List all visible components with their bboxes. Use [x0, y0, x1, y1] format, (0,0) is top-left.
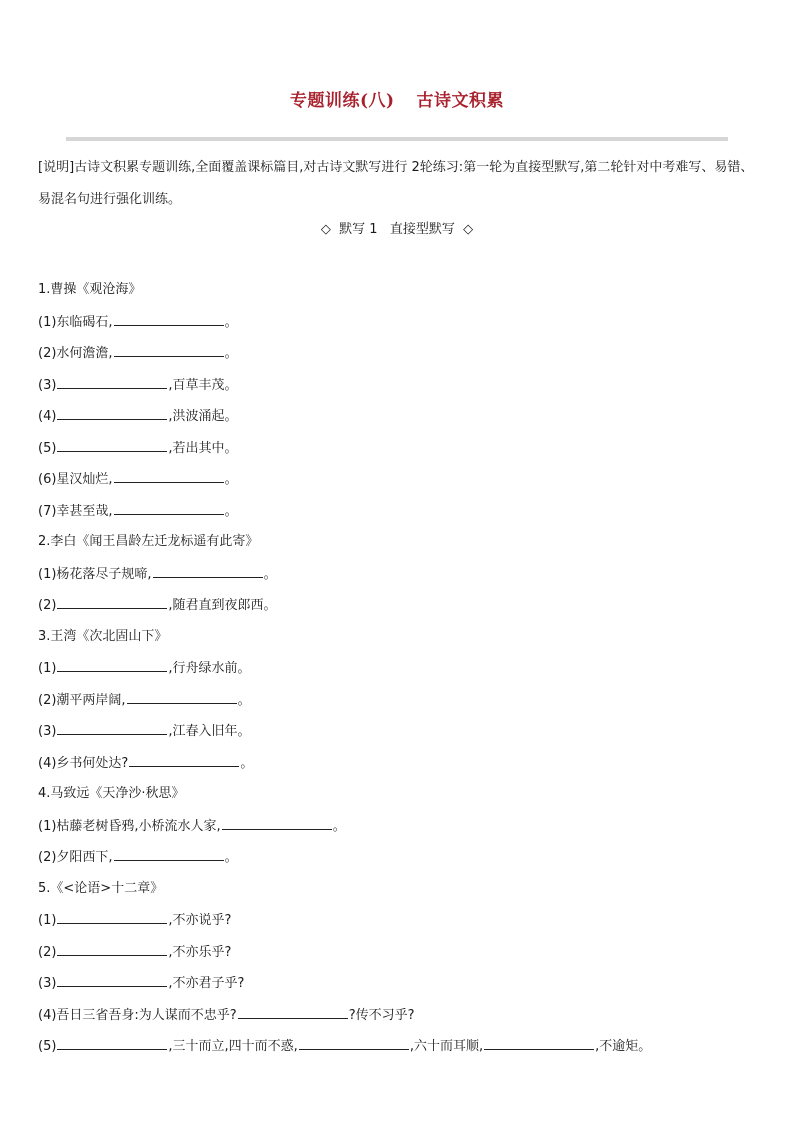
item-suffix: 。	[332, 818, 346, 834]
item-prefix: (2)潮平两岸阔,	[38, 692, 126, 708]
answer-blank[interactable]	[129, 752, 239, 767]
title-part2: 古诗文积累	[416, 91, 505, 111]
question-heading: 2.李白《闻王昌龄左迁龙标遥有此寄》	[38, 534, 259, 549]
question-item	[38, 563, 758, 595]
question-item	[38, 437, 758, 469]
question-item	[38, 909, 758, 941]
item-suffix: 。	[224, 346, 238, 361]
item-suffix: ,江春入旧年。	[168, 724, 251, 739]
answer-blank[interactable]	[222, 815, 332, 830]
answer-blank[interactable]	[57, 405, 167, 420]
item-suffix: 。	[237, 692, 251, 708]
item-suffix: 。	[240, 755, 254, 771]
item-suffix: 。	[224, 314, 238, 330]
item-suffix: 。	[224, 850, 238, 865]
question-item	[38, 405, 758, 437]
question-item	[38, 815, 758, 847]
item-prefix: (1)杨花落尽子规啼,	[38, 566, 152, 582]
item-prefix: (3)	[38, 976, 57, 991]
answer-blank[interactable]	[238, 1004, 348, 1019]
intro-note: [说明]古诗文积累专题训练,全面覆盖课标篇目,对古诗文默写进行 2轮练习:第一轮为直接型默写,第二轮针对中考难写、易错、易混名句进行强化训练。	[38, 160, 754, 207]
question-item	[38, 1035, 758, 1067]
question-item	[38, 1004, 758, 1036]
item-suffix: ?传不习乎?	[348, 1007, 415, 1023]
answer-blank[interactable]	[57, 720, 167, 735]
answer-blank[interactable]	[57, 437, 167, 452]
item-prefix: (1)	[38, 913, 57, 928]
item-segment: ,六十而耳顺,	[409, 1039, 484, 1054]
question-item	[38, 689, 758, 721]
answer-blank[interactable]	[57, 1035, 167, 1050]
answer-blank[interactable]	[57, 972, 167, 987]
question-heading: 5.《<论语>十二章》	[38, 880, 164, 896]
diamond-icon: ◇	[320, 222, 331, 237]
item-prefix: (4)乡书何处达?	[38, 755, 129, 771]
item-prefix: (2)水何澹澹,	[38, 346, 113, 361]
answer-blank[interactable]	[57, 657, 167, 672]
answer-blank[interactable]	[114, 342, 224, 357]
question-item	[38, 374, 758, 406]
item-prefix: (1)东临碣石,	[38, 314, 113, 330]
question-item	[38, 500, 758, 532]
answer-blank[interactable]	[114, 500, 224, 515]
page-title	[0, 86, 794, 111]
question-heading: 3.王湾《次北固山下》	[38, 628, 168, 644]
item-prefix: (5)	[38, 1039, 57, 1054]
answer-blank[interactable]	[57, 941, 167, 956]
answer-blank[interactable]	[127, 689, 237, 704]
title-part1: 专题训练(八)	[289, 91, 395, 111]
item-suffix: ,随君直到夜郎西。	[168, 598, 277, 613]
item-prefix: (7)幸甚至哉,	[38, 503, 113, 519]
question-item	[38, 342, 758, 374]
item-prefix: (5)	[38, 440, 57, 456]
answer-blank[interactable]	[114, 311, 224, 326]
answer-blank[interactable]	[114, 846, 224, 861]
answer-blank[interactable]	[57, 374, 167, 389]
question-item	[38, 846, 758, 878]
item-prefix: (2)	[38, 598, 57, 613]
answer-blank[interactable]	[153, 563, 263, 578]
question-heading: 4.马致远《天净沙·秋思》	[38, 786, 185, 801]
item-prefix: (4)吾日三省吾身:为人谋而不忠乎?	[38, 1007, 237, 1023]
section-heading	[0, 218, 794, 237]
question-list	[38, 279, 758, 1067]
answer-blank[interactable]	[484, 1035, 594, 1050]
answer-blank[interactable]	[114, 468, 224, 483]
item-prefix: (1)枯藤老树昏鸦,小桥流水人家,	[38, 818, 221, 834]
item-suffix: ,不亦乐乎?	[168, 944, 232, 960]
diamond-icon: ◇	[463, 222, 474, 237]
question-item	[38, 941, 758, 973]
title-divider	[66, 137, 728, 141]
question-item	[38, 657, 758, 689]
question-heading: 1.曹操《观沧海》	[38, 282, 142, 297]
section-label: 默写 1	[339, 222, 378, 237]
item-prefix: (3)	[38, 724, 57, 739]
question-item	[38, 468, 758, 500]
item-suffix: 。	[224, 472, 238, 487]
item-segment: ,三十而立,四十而不惑,	[168, 1039, 298, 1054]
answer-blank[interactable]	[299, 1035, 409, 1050]
item-suffix: 。	[263, 566, 277, 582]
item-suffix: ,行舟绿水前。	[168, 661, 251, 676]
item-suffix: ,若出其中。	[168, 440, 238, 456]
question-item	[38, 752, 758, 784]
item-prefix: (3)	[38, 377, 57, 393]
item-suffix: ,洪波涌起。	[168, 409, 238, 424]
item-segment: ,不逾矩。	[595, 1039, 652, 1054]
section-name: 直接型默写	[389, 222, 455, 237]
question-item	[38, 594, 758, 626]
item-prefix: (1)	[38, 661, 57, 676]
item-suffix: ,百草丰茂。	[168, 377, 238, 393]
question-item	[38, 311, 758, 343]
answer-blank[interactable]	[57, 909, 167, 924]
item-suffix: ,不亦君子乎?	[168, 976, 245, 991]
item-prefix: (2)	[38, 944, 57, 960]
question-item	[38, 972, 758, 1004]
question-item	[38, 720, 758, 752]
answer-blank[interactable]	[57, 594, 167, 609]
item-prefix: (2)夕阳西下,	[38, 850, 113, 865]
item-prefix: (4)	[38, 409, 57, 424]
item-prefix: (6)星汉灿烂,	[38, 472, 113, 487]
item-suffix: ,不亦说乎?	[168, 913, 232, 928]
item-suffix: 。	[224, 503, 238, 519]
